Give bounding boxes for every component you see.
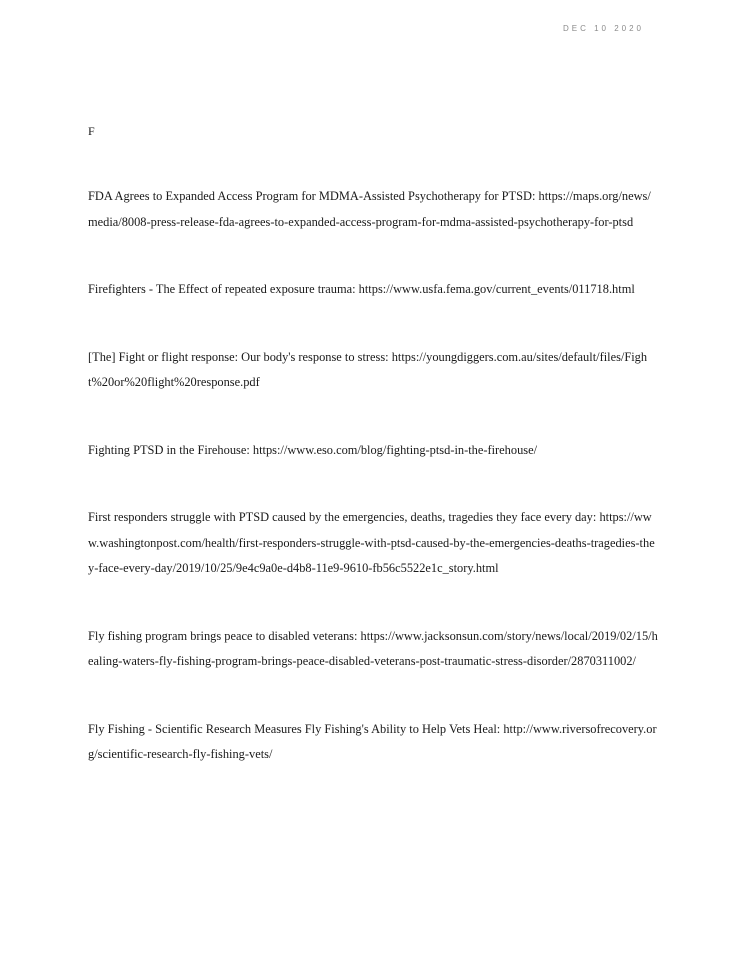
- reference-entry: [88, 438, 660, 464]
- reference-entry: [88, 345, 660, 396]
- reference-title: First responders struggle with PTSD caused by the emergencies, deaths, tragedies they face every day:: [88, 510, 597, 524]
- reference-title: Fly fishing program brings peace to disabled veterans:: [88, 628, 358, 643]
- reference-link[interactable]: https://www.usfa.fema.gov/current_events/011718.html: [358, 282, 635, 296]
- section-letter: F: [88, 124, 95, 138]
- reference-title: Fly Fishing - Scientific Research Measures Fly Fishing's Ability to Help Vets Heal:: [88, 721, 501, 736]
- reference-entry: [88, 277, 660, 303]
- reference-link[interactable]: http://www.riversofrecovery.org/scientific-research-fly-fishing-vets/: [88, 721, 657, 761]
- reference-list: [88, 184, 660, 810]
- reference-title: Firefighters - The Effect of repeated exposure trauma:: [88, 282, 356, 296]
- reference-title: FDA Agrees to Expanded Access Program for MDMA-Assisted Psychotherapy for PTSD:: [88, 189, 536, 203]
- page-date-stamp: DEC 10 2020: [562, 24, 644, 33]
- reference-link[interactable]: https://www.jacksonsun.com/story/news/local/2019/02/15/healing-waters-fly-fishing-program-brings-peace-disabled-veterans-post-traumatic-stress-disorder/2870311002/: [88, 628, 658, 668]
- reference-entry: [88, 184, 660, 235]
- reference-title: [The] Fight or flight response: Our body's response to stress:: [88, 349, 389, 364]
- reference-entry: [88, 505, 660, 582]
- reference-link[interactable]: https://maps.org/news/media/8008-press-release-fda-agrees-to-expanded-access-program-for-mdma-assisted-psychotherapy-for-ptsd: [88, 189, 651, 229]
- reference-link[interactable]: https://www.washingtonpost.com/health/first-responders-struggle-with-ptsd-caused-by-the-emergencies-deaths-tragedies-they-face-every-day/2019/10/25/9e4c9a0e-d4b8-11e9-9610-fb56c5522e1c_story.html: [88, 510, 655, 575]
- reference-entry: [88, 717, 660, 768]
- reference-entry: [88, 624, 660, 675]
- reference-title: Fighting PTSD in the Firehouse:: [88, 442, 250, 457]
- reference-link[interactable]: https://youngdiggers.com.au/sites/default/files/Fight%20or%20flight%20response.pdf: [88, 349, 648, 389]
- reference-link[interactable]: https://www.eso.com/blog/fighting-ptsd-in-the-firehouse/: [252, 442, 538, 457]
